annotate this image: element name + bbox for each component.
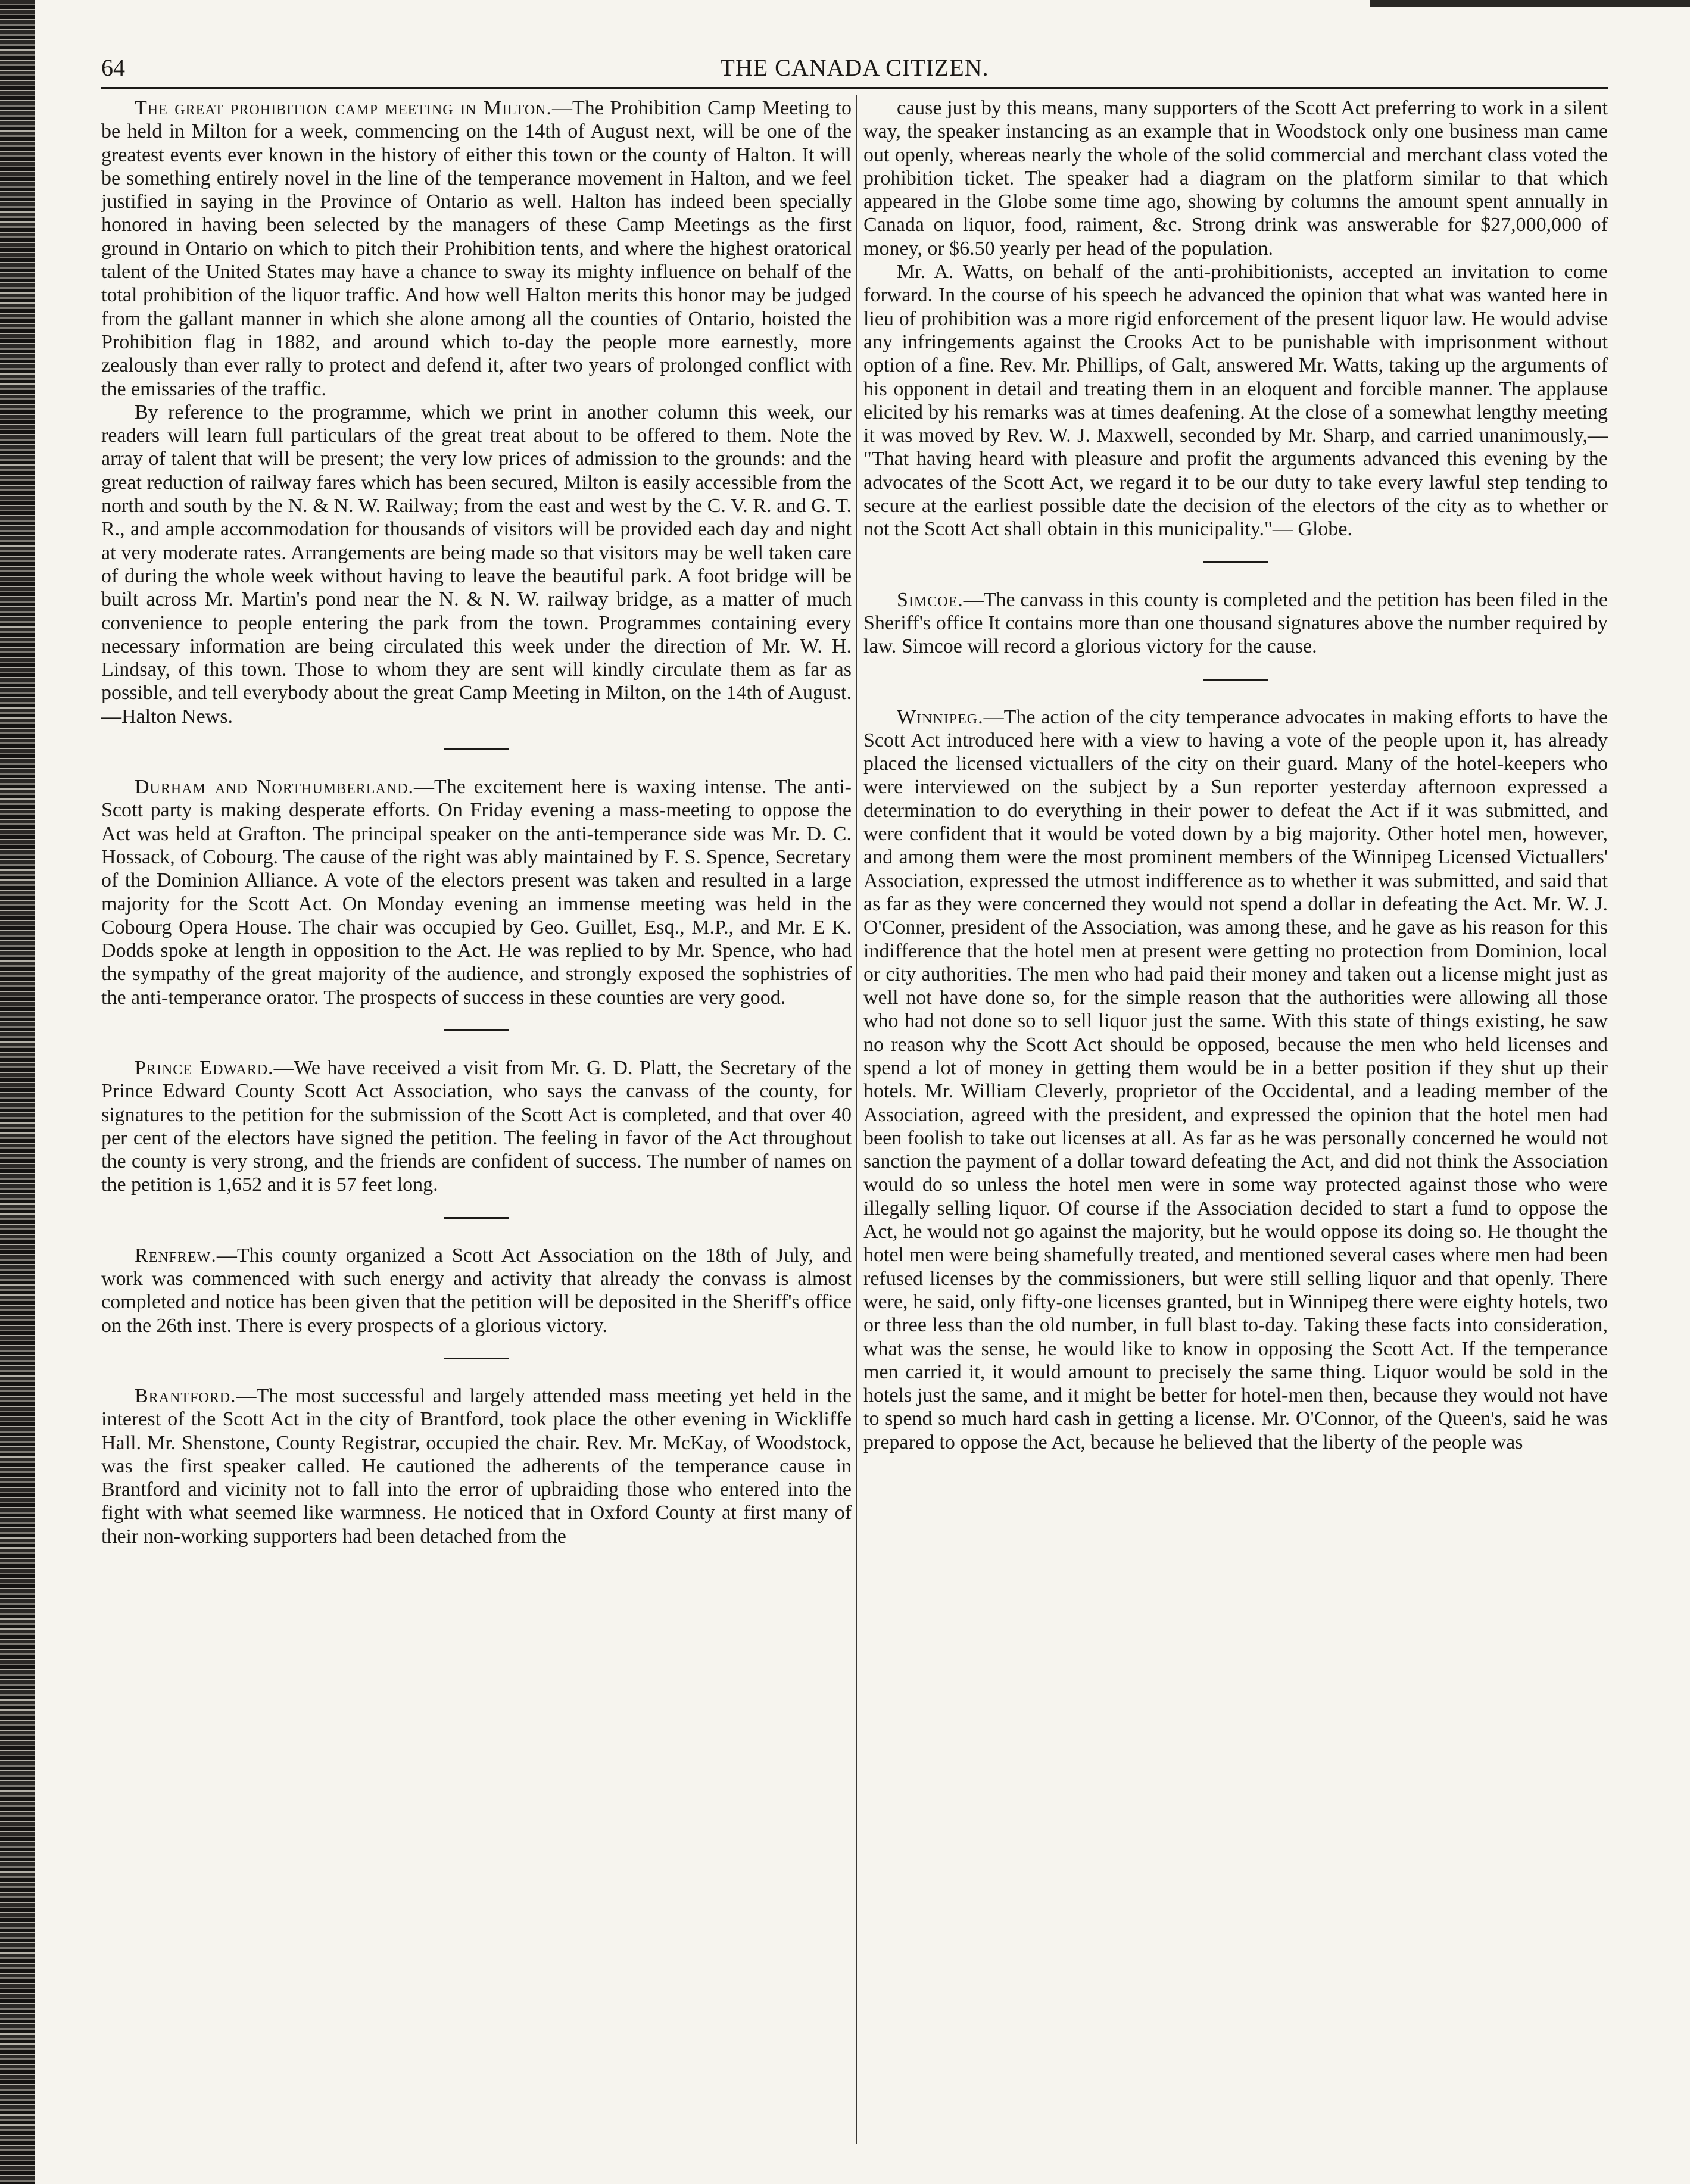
article-separator bbox=[1203, 679, 1268, 681]
article-heading: Renfrew. bbox=[135, 1244, 217, 1266]
article-separator bbox=[1203, 561, 1268, 563]
article-text: —We have received a visit from Mr. G. D. Platt, the Secretary of the Prince Edward County Scott Act Association, who says the canvass of the county, for signatures to the petition for the submission of the Scott Act is completed, and that over 40 per cent of the electors have signed the petition. The feeling in favor of the Act throughout the county is very strong, and the friends are confident of success. The number of names on the petition is 1,652 and it is 57 feet long. bbox=[101, 1056, 852, 1196]
article-heading: Simcoe. bbox=[897, 588, 964, 611]
article-text: —The canvass in this county is completed and the petition has been filed in the Sheriff's office It contains more than one thousand signatures above the number required by law. Simcoe will record a glorious victory for the cause. bbox=[863, 588, 1608, 658]
article-paragraph bbox=[101, 1384, 852, 1548]
article bbox=[101, 1244, 852, 1337]
article-paragraph bbox=[863, 96, 1608, 260]
article-text: By reference to the programme, which we print in another column this week, our readers will learn full particulars of the great treat about to be offered to them. Note the array of talent that will be present; the very low prices of admission to the grounds: and the great reduction of railway fares which has been secured, Milton is easily accessible from the north and south by the N. & N. W. Railway; from the east and west by the C. V. R. and G. T. R., and ample accommodation for thousands of visitors will be provided each day and night at very moderate rates. Arrangements are being made so that visitors may be well taken care of during the whole week without having to leave the beautiful park. A foot bridge will be built across Mr. Martin's pond near the N. & N. W. railway bridge, as a matter of much convenience to people entering the park from the town. Programmes containing every necessary information are being circulated this week under the direction of Mr. W. H. Lindsay, of this town. Those to whom they are sent will kindly circulate them as far as possible, and tell everybody about the great Camp Meeting in Milton, on the 14th of August.—Halton News. bbox=[101, 401, 852, 728]
article-paragraph bbox=[101, 96, 852, 401]
left-column bbox=[101, 96, 852, 2145]
article-text: —The most successful and largely attended mass meeting yet held in the interest of the Scott Act in the city of Brantford, took place the other evening in Wickliffe Hall. Mr. Shenstone, County Registrar, occupied the chair. Rev. Mr. McKay, of Woodstock, was the first speaker called. He cautioned the adherents of the temperance cause in Brantford and vicinity not to fall into the error of upbraiding those who entered into the fight with what seemed like warmness. He noticed that in Oxford County at first many of their non-working supporters had been detached from the bbox=[101, 1384, 852, 1547]
page-number: 64 bbox=[101, 54, 125, 81]
article-paragraph bbox=[863, 706, 1608, 1455]
article-separator bbox=[444, 1029, 509, 1031]
right-column bbox=[863, 96, 1608, 2145]
article bbox=[863, 588, 1608, 659]
article bbox=[863, 96, 1608, 541]
article-paragraph bbox=[101, 775, 852, 1009]
article-heading: The great prohibition camp meeting in Milton. bbox=[135, 97, 553, 119]
article bbox=[101, 96, 852, 728]
article-paragraph bbox=[101, 1244, 852, 1337]
article bbox=[101, 1056, 852, 1197]
article-text: —This county organized a Scott Act Association on the 18th of July, and work was commenced with such energy and activity that already the convass is almost completed and notice has been given that the petition will be deposited in the Sheriff's office on the 26th inst. There is every prospects of a glorious victory. bbox=[101, 1244, 852, 1337]
article-text: —The Prohibition Camp Meeting to be held in Milton for a week, commencing on the 14th of August next, will be one of the greatest events ever known in the history of either this town or the county of Halton. It will be something entirely novel in the line of the temperance movement in Halton, and we feel justified in saying in the Province of Ontario as well. Halton has indeed been specially honored in having been selected by the managers of these Camp Meetings as the first ground in Ontario on which to pitch their Prohibition tents, and where the highest oratorical talent of the United States may have a chance to sway its mighty influence on behalf of the total prohibition of the liquor traffic. And how well Halton merits this honor may be judged from the gallant manner in which she alone among all the counties of Ontario, hoisted the Prohibition flag in 1882, and around which to-day the people more earnestly, more zealously than ever rally to protect and defend it, after two years of prolonged conflict with the emissaries of the traffic. bbox=[101, 97, 852, 400]
article-paragraph bbox=[101, 401, 852, 728]
article-paragraph bbox=[863, 588, 1608, 659]
top-edge-rule bbox=[1370, 0, 1690, 7]
article-heading: Prince Edward. bbox=[135, 1056, 274, 1079]
article-text: cause just by this means, many supporters of the Scott Act preferring to work in a silent way, the speaker instancing as an example that in Woodstock only one business man came out openly, whereas nearly the whole of the solid commercial and merchant class voted the prohibition ticket. The speaker had a diagram on the platform similar to that which appeared in the Globe some time ago, showing by columns the amount spent annually in Canada on liquor, food, raiment, &c. Strong drink was answerable for $27,000,000 of money, or $6.50 yearly per head of the population. bbox=[863, 97, 1608, 260]
article-separator bbox=[444, 1358, 509, 1359]
article-text: —The excitement here is waxing intense. The anti-Scott party is making desperate efforts. On Friday evening a mass-meeting to oppose the Act was held at Grafton. The principal speaker on the anti-temperance side was Mr. D. C. Hossack, of Cobourg. The cause of the right was ably maintained by F. S. Spence, Secretary of the Dominion Alliance. A vote of the electors present was taken and resulted in a large majority for the Scott Act. On Monday evening an immense meeting was held in the Cobourg Opera House. The chair was occupied by Geo. Guillet, Esq., M.P., and Mr. E K. Dodds spoke at length in opposition to the Act. He was replied to by Mr. Spence, who had the sympathy of the great majority of the audience, and strongly exposed the sophistries of the anti-temperance orator. The prospects of success in these counties are very good. bbox=[101, 776, 852, 1009]
article-text: Mr. A. Watts, on behalf of the anti-prohibitionists, accepted an invitation to come forward. In the course of his speech he advanced the opinion that what was wanted here in lieu of prohibition was a more rigid enforcement of the present liquor law. He would advise any infringements against the Crooks Act to be punishable with imprisonment without option of a fine. Rev. Mr. Phillips, of Galt, answered Mr. Watts, taking up the arguments of his opponent in detail and treating them in an eloquent and forcible manner. The applause elicited by his remarks was at times deafening. At the close of a somewhat lengthy meeting it was moved by Rev. W. J. Maxwell, seconded by Mr. Sharp, and carried unanimously,— "That having heard with pleasure and profit the arguments advanced this evening by the advocates of the Scott Act, we regard it to be our duty to take every lawful step tending to secure at the earliest possible date the decision of the electors of the city as to whether or not the Scott Act shall obtain in this municipality."— Globe. bbox=[863, 261, 1608, 541]
article-heading: Durham and Northumberland. bbox=[135, 776, 414, 798]
article bbox=[101, 1384, 852, 1548]
article-paragraph bbox=[863, 260, 1608, 541]
scanned-page-binding-edge bbox=[0, 0, 35, 2184]
article-paragraph bbox=[101, 1056, 852, 1197]
header-rule bbox=[101, 87, 1608, 89]
article-heading: Brantford. bbox=[135, 1384, 236, 1407]
page-header bbox=[101, 55, 1608, 81]
article bbox=[863, 706, 1608, 1455]
article-separator bbox=[444, 748, 509, 750]
column-divider bbox=[856, 95, 857, 2144]
newspaper-masthead: THE CANADA CITIZEN. bbox=[720, 54, 989, 81]
article-text: —The action of the city temperance advocates in making efforts to have the Scott Act introduced here with a view to having a vote of the people upon it, has already placed the licensed victuallers of the city on their guard. Many of the hotel-keepers who were interviewed on the subject by a Sun reporter yesterday afternoon expressed a determination to do everything in their power to defeat the Act if it was submitted, and were confident that it would be voted down by a big majority. Other hotel men, however, and among them were the most prominent members of the Winnipeg Licensed Victuallers' Association, expressed the utmost indifference as to whether it was submitted, and said that as far as they were concerned they would not spend a dollar in defeating the Act. Mr. W. J. O'Conner, president of the Association, was among these, and he gave as his reason for this indifference that the hotel men at present were getting no protection from Dominion, local or city authorities. The men who had paid their money and taken out a license might just as well not have done so, for the simple reason that the authorities were allowing all those who had not done so to sell liquor just the same. With this state of things existing, he saw no reason why the Scott Act should be opposed, because the men who held licenses and spend a lot of money in getting them would be in a better position if they shut up their hotels. Mr. William Cleverly, proprietor of the Occidental, and a leading member of the Association, agreed with the president, and expressed the opinion that the hotel men had been foolish to take out licenses at all. As far as he was personally concerned he would not sanction the payment of a dollar toward defeating the Act, and did not think the Association would do so unless the hotel men were in some way protected against those who were illegally selling liquor. Of course if the Association decided to start a fund to oppose the Act, he would not go against the majority, but he would oppose its doing so. He thought the hotel men were being shamefully treated, and mentioned several cases where men had been refused licenses by the commissioners, but were still selling liquor and that openly. There were, he said, only fifty-one licenses granted, but in Winnipeg there were eighty hotels, two or three less than the old number, in full blast to-day. Taking these facts into consideration, what was the sense, he would like to know in opposing the Scott Act. If the temperance men carried it, it would amount to precisely the same thing. Liquor would be sold in the hotels just the same, and it might be better for hotel-men then, because they would not have to spend so much hard cash in getting a license. Mr. O'Connor, of the Queen's, said he was prepared to oppose the Act, because he believed that the liberty of the people was bbox=[863, 706, 1608, 1453]
article-heading: Winnipeg. bbox=[897, 706, 984, 728]
article-separator bbox=[444, 1217, 509, 1219]
article bbox=[101, 775, 852, 1009]
